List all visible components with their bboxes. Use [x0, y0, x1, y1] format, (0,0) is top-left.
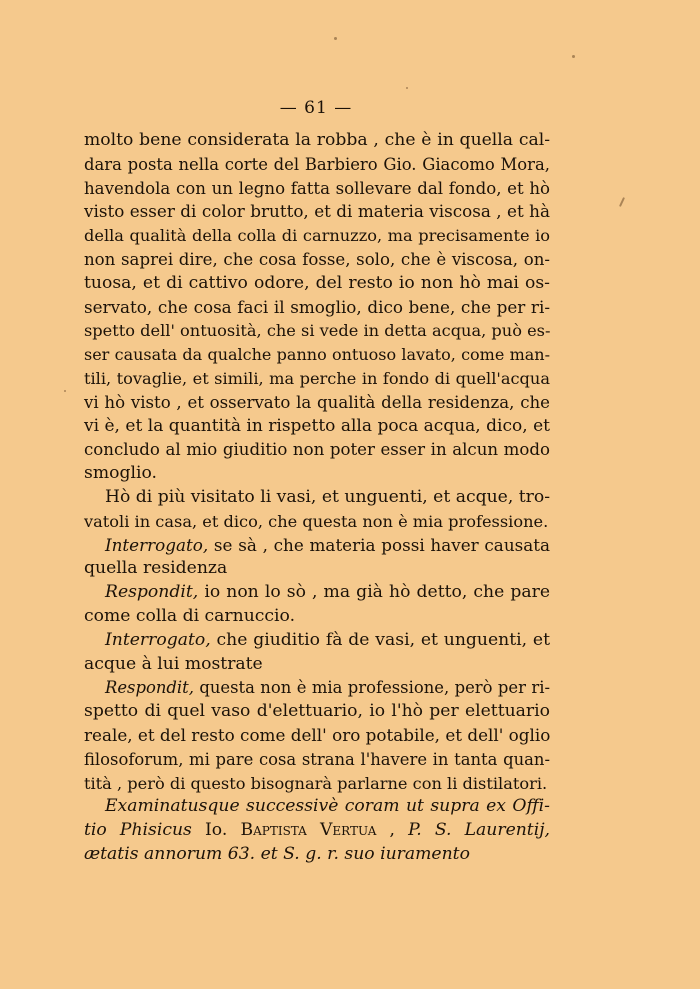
question-label: Interrogato,: [105, 534, 209, 555]
answer-text: questa non è mia professione, però per ri-: [193, 678, 550, 698]
question-line: [84, 534, 550, 558]
text-line: dara posta nella corte del Barbiero Gio. Giacomo Mora,: [84, 154, 550, 174]
question-text: che giuditio fà de vasi, et unguenti, et: [210, 629, 550, 650]
text-line: acque à lui mostrate: [84, 653, 263, 674]
question-text: se sà , che materia possi haver causata: [208, 534, 550, 555]
paper-speck: [406, 87, 408, 89]
text-line: tuosa, et di cattivo odore, del resto io non hò mai os-: [84, 272, 550, 293]
question-label: Interrogato,: [105, 629, 211, 650]
text-line: non saprei dire, che cosa fosse, solo, che è viscosa, on-: [84, 249, 550, 269]
text-line: vatoli in casa, et dico, che questa non è mia professione.: [84, 511, 549, 531]
closing-text: ,: [376, 820, 409, 841]
text-line: concludo al mio giuditio non poter esser in alcun modo: [84, 440, 550, 460]
paper-speck: [334, 37, 337, 40]
question-line: [84, 629, 550, 653]
closing-line: [84, 819, 550, 843]
text-line: Hò di più visitato li vasi, et unguenti, et acque, tro-: [105, 486, 551, 507]
text-line: havendola con un legno fatta sollevare dal fondo, et hò: [84, 178, 550, 198]
text-line: spetto dell' ontuosità, che si vede in detta acqua, può es-: [84, 321, 551, 341]
text-line: filosoforum, mi pare cosa strana l'havere in tanta quan-: [84, 749, 550, 769]
closing-text: Io.: [205, 820, 241, 841]
closing-text: P. S. Laurentij,: [408, 820, 551, 841]
body-text: [84, 129, 550, 867]
text-line: come colla di carnuccio.: [84, 605, 296, 626]
paper-mark: [619, 197, 625, 207]
text-line: tili, tovaglie, et simili, ma perche in fondo di quell'acqua: [84, 368, 550, 388]
text-line: servato, che cosa faci il smoglio, dico bene, che per ri-: [84, 296, 550, 317]
paper-speck: [64, 390, 66, 392]
text-line: spetto di quel vaso d'elettuario, io l'hò per elettuario: [84, 701, 550, 722]
closing-line: ætatis annorum 63. et S. g. r. suo iuramento: [84, 843, 470, 864]
text-line: tità , però di questo bisognarà parlarne con li distilatori.: [84, 773, 548, 793]
text-line: reale, et del resto come dell' oro potabile, et dell' oglio: [84, 724, 551, 745]
answer-label: Respondit,: [105, 678, 194, 698]
text-line: quella residenza: [84, 558, 228, 579]
text-line: vi è, et la quantità in rispetto alla poca acqua, dico, et: [84, 415, 550, 436]
text-line: della qualità della colla di carnuzzo, ma precisamente io: [84, 226, 550, 246]
closing-text: tio Phisicus: [84, 820, 206, 841]
witness-name: Baptista Vertua: [240, 820, 377, 841]
text-line: vi hò visto , et osservato la qualità della residenza, che: [84, 392, 550, 412]
answer-text: io non lo sò , ma già hò detto, che pare: [198, 582, 550, 603]
page-number: — 61 —: [279, 98, 353, 118]
text-line: molto bene considerata la robba , che è in quella cal-: [84, 130, 550, 150]
closing-line: Examinatusque successivè coram ut supra ex Offi-: [105, 796, 550, 817]
paper-speck: [572, 55, 575, 58]
answer-line: [84, 676, 550, 700]
answer-label: Respondit,: [105, 582, 199, 603]
answer-line: [84, 581, 550, 605]
text-line: smoglio.: [84, 463, 157, 484]
text-line: ser causata da qualche panno ontuoso lavato, come man-: [84, 345, 550, 365]
text-line: visto esser di color brutto, et di materia viscosa , et hà: [84, 201, 550, 222]
